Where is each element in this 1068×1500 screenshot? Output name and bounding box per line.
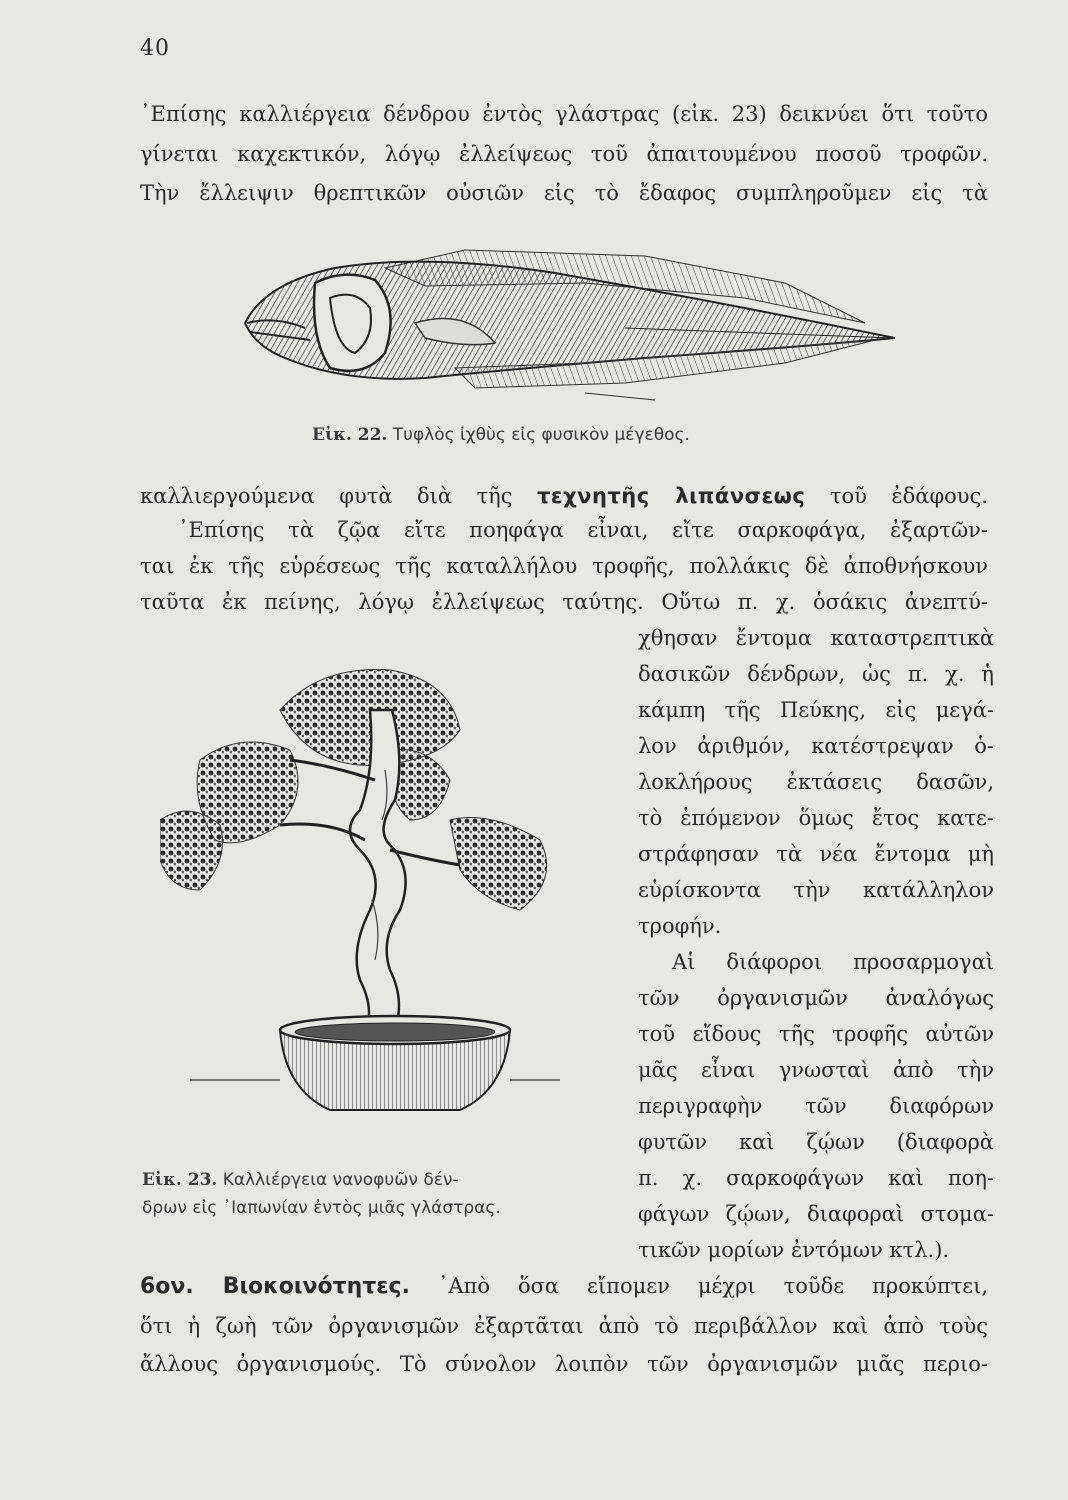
blind-fish-illustration <box>225 228 905 408</box>
column-line: εὑρίσκοντα τὴν κατάλληλον <box>638 878 994 902</box>
emphasis-text: τεχνητῆς λιπάνσεως <box>537 484 806 508</box>
column-line: φυτῶν καὶ ζῴων (διαφορὰ <box>638 1130 994 1154</box>
column-line: λον ἀριθμόν, κατέστρεψαν ὁ- <box>638 734 994 758</box>
column-line: περιγραφὴν τῶν διαφόρων <box>638 1094 994 1118</box>
section-heading: 6ον. Βιοκοινότητες. <box>140 1274 410 1299</box>
column-line: Αἱ διάφοροι προσαρμογαὶ <box>672 950 994 974</box>
figure-23-caption-line1 <box>142 1170 459 1190</box>
column-line: λοκλήρους ἐκτάσεις δασῶν, <box>638 770 994 794</box>
paragraph-line: ταῦτα ἐκ πείνης, λόγῳ ἐλλείψεως ταύτης. Οὕτω π. χ. ὁσάκις ἀνεπτύ- <box>140 590 988 614</box>
column-line: π. χ. σαρκοφάγων καὶ ποη- <box>638 1166 994 1190</box>
figure-23-text: Καλλιέργεια νανοφυῶν δέν- <box>222 1170 459 1190</box>
text-run: καλλιεργούμενα φυτὰ διὰ τῆς <box>140 484 538 508</box>
paragraph-line: γίνεται καχεκτικόν, λόγῳ ἐλλείψεως τοῦ ἀπαιτουμένου ποσοῦ τροφῶν. <box>140 142 988 166</box>
column-line: χθησαν ἔντομα καταστρεπτικὰ <box>638 626 994 650</box>
text-run: ᾿Απὸ ὅσα εἴπομεν μέχρι τοῦδε προκύπτει, <box>409 1274 988 1298</box>
paragraph-line: Τὴν ἔλλειψιν θρεπτικῶν οὐσιῶν εἰς τὸ ἔδαφος συμπληροῦμεν εἰς τὰ <box>140 181 988 205</box>
paragraph-line: ᾿Επίσης τὰ ζῷα εἴτε ποηφάγα εἶναι, εἴτε σαρκοφάγα, ἐξαρτῶν- <box>178 518 988 542</box>
column-line: μᾶς εἶναι γνωσταὶ ἀπὸ τὴν <box>638 1058 994 1082</box>
bonsai-tree-illustration <box>160 650 580 1150</box>
column-line: τὸ ἑπόμενον ὅμως ἔτος κατε- <box>638 806 994 830</box>
page-number: 40 <box>140 36 170 61</box>
paragraph-line: ἄλλους ὀργανισμούς. Τὸ σύνολον λοιπὸν τῶν ὀργανισμῶν μιᾶς περιο- <box>140 1352 988 1376</box>
paragraph-line: ται ἐκ τῆς εὑρέσεως τῆς καταλλήλου τροφῆς, πολλάκις δὲ ἀποθνήσκουν <box>140 554 988 578</box>
section-first-line <box>140 1274 988 1299</box>
column-line: τροφήν. <box>638 914 722 938</box>
column-line: τῶν ὀργανισμῶν ἀναλόγως <box>638 986 994 1010</box>
column-line: κάμπη τῆς Πεύκης, εἰς μεγά- <box>638 698 994 722</box>
column-line: φάγων ζῴων, διαφοραὶ στομα- <box>638 1202 994 1226</box>
paragraph-line: ὅτι ἡ ζωὴ τῶν ὀργανισμῶν ἐξαρτᾶται ἀπὸ τὸ περιβάλλον καὶ ἀπὸ τοὺς <box>140 1314 988 1338</box>
figure-22-label: Εἰκ. 22. <box>312 425 388 445</box>
paragraph-line: ᾿Επίσης καλλιέργεια δένδρου ἐντὸς γλάστρας (εἰκ. 23) δεικνύει ὅτι τοῦτο <box>140 102 988 126</box>
column-line: δασικῶν δένδρων, ὡς π. χ. ἡ <box>638 662 994 686</box>
figure-22-caption <box>312 425 690 445</box>
figure-22-text: Τυφλὸς ἰχθὺς εἰς φυσικὸν μέγεθος. <box>392 425 690 445</box>
figure-23-label: Εἰκ. 23. <box>142 1170 218 1190</box>
figure-23-caption-line2: δρων εἰς ᾿Ιαπωνίαν ἐντὸς μιᾶς γλάστρας. <box>142 1198 501 1218</box>
paragraph-line <box>140 484 988 508</box>
column-line: τοῦ εἴδους τῆς τροφῆς αὐτῶν <box>638 1022 994 1046</box>
text-run: τοῦ ἐδάφους. <box>805 484 989 508</box>
column-line: τικῶν μορίων ἐντόμων κτλ.). <box>638 1238 950 1262</box>
column-line: στράφησαν τὰ νέα ἔντομα μὴ <box>638 842 994 866</box>
